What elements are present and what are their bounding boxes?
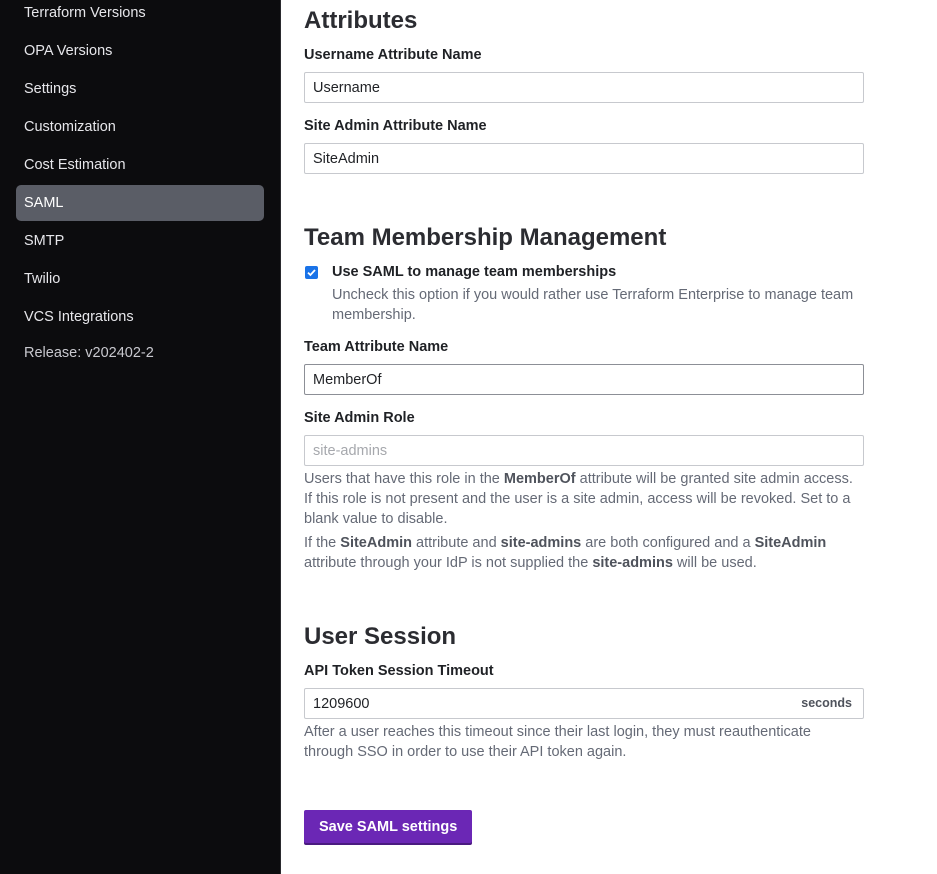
attributes-heading: Attributes [304, 7, 418, 34]
sidebar-item-vcs-integrations[interactable]: VCS Integrations [24, 309, 134, 325]
sidebar-item-cost-estimation[interactable]: Cost Estimation [24, 157, 126, 173]
team-membership-checkbox-help: Uncheck this option if you would rather use Terraform Enterprise to manage team membership. [332, 287, 854, 323]
sidebar-item-terraform-versions[interactable]: Terraform Versions [24, 5, 146, 21]
site-admin-role-label: Site Admin Role [304, 410, 415, 426]
release-version: Release: v202402-2 [24, 345, 154, 361]
api-token-timeout-field [304, 688, 864, 719]
team-membership-heading: Team Membership Management [304, 224, 667, 251]
sidebar-item-settings[interactable]: Settings [24, 81, 77, 97]
sidebar [0, 0, 281, 874]
checkmark-icon [306, 267, 317, 278]
team-attribute-input[interactable] [304, 364, 864, 395]
site-admin-role-help: Users that have this role in the MemberOf attribute will be granted site admin access. If this role is not present and the user is a site admin, access will be revoked. Set to a blank value to disable. [304, 471, 853, 527]
team-attribute-label: Team Attribute Name [304, 339, 449, 355]
sidebar-item-opa-versions[interactable]: OPA Versions [24, 43, 113, 59]
username-attribute-input[interactable] [304, 72, 864, 103]
team-membership-checkbox[interactable] [305, 266, 318, 279]
site-admin-role-input[interactable] [304, 435, 864, 466]
site-admin-attribute-label: Site Admin Attribute Name [304, 118, 487, 134]
team-membership-checkbox-label[interactable]: Use SAML to manage team memberships [332, 264, 617, 280]
username-attribute-label: Username Attribute Name [304, 47, 482, 63]
site-admin-config-help: If the SiteAdmin attribute and site-admins are both configured and a SiteAdmin attribute through your IdP is not supplied the site-admins will be used. [304, 535, 827, 571]
site-admin-attribute-input[interactable] [304, 143, 864, 174]
sidebar-item-smtp[interactable]: SMTP [24, 233, 65, 249]
api-token-timeout-help: After a user reaches this timeout since their last login, they must reauthenticate through SSO in order to use their API token again. [304, 724, 811, 760]
sidebar-item-customization[interactable]: Customization [24, 119, 116, 135]
save-saml-settings-button[interactable]: Save SAML settings [304, 810, 472, 843]
sidebar-item-saml[interactable]: SAML [16, 185, 264, 221]
api-token-timeout-input[interactable] [304, 688, 864, 719]
timeout-unit-suffix: seconds [801, 696, 852, 710]
api-token-timeout-label: API Token Session Timeout [304, 663, 494, 679]
sidebar-item-twilio[interactable]: Twilio [24, 271, 61, 287]
user-session-heading: User Session [304, 623, 457, 650]
